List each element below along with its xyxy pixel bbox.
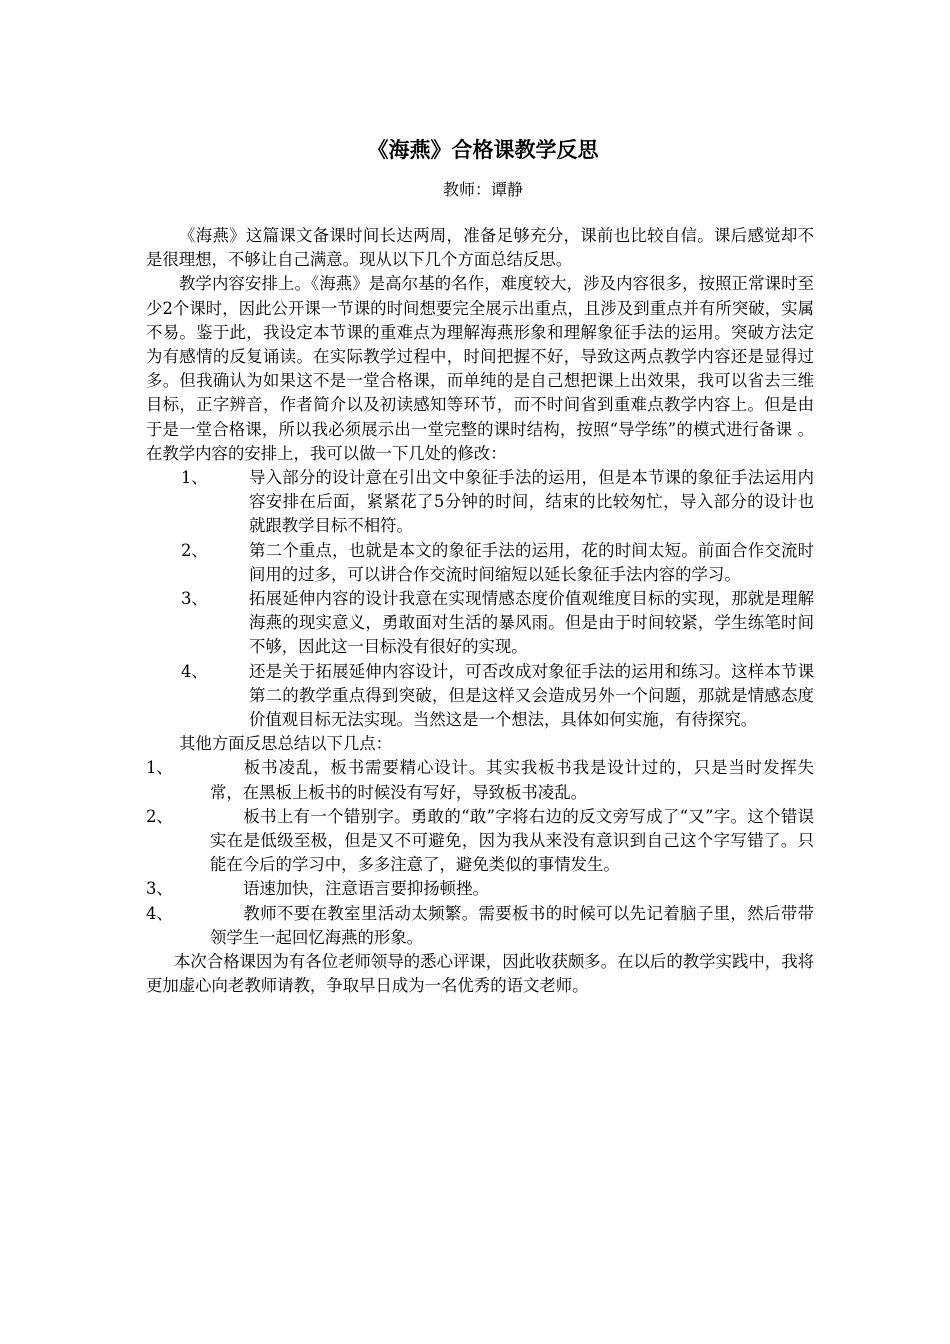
list-item-number: 2、 (181, 540, 208, 560)
list-item-text: 第二个重点，也就是本文的象征手法的运用，花的时间太短。前面合作交流时间用的过多，可以讲合作交流时间缩短以延长象征手法内容的学习。 (249, 540, 814, 584)
list-item-text: 还是关于拓展延伸内容设计，可否改成对象征手法的运用和练习。这样本节课第二的教学重点得到突破，但是这样又会造成另外一个问题，那就是情感态度价值观目标无法实现。当然这是一个想法，具体如何实施，有待探究。 (249, 661, 814, 730)
intro-paragraph: 《海燕》这篇课文备课时间长达两周，准备足够充分，课前也比较自信。课后感觉却不是很理想，不够让自己满意。现从以下几个方面总结反思。 (146, 226, 814, 270)
section-teaching-content: 教学内容安排上。《海燕》是高尔基的名作，难度较大，涉及内容很多，按照正常课时至少2个课时，因此公开课一节课的时间想要完全展示出重点，且涉及到重点并有所突破，实属不易。鉴于此，我设定本节课的重难点为理解海燕形象和理解象征手法的运用。突破方法定为有感情的反复诵读。在实际教学过程中，时间把握不好，导致这两点教学内容还是显得过多。但我确认为如果这不是一堂合格课，而单纯的是自己想把课上出效果，我可以省去三维目标，正字辨音，作者简介以及初读感知等环节，而不时间省到重难点教学内容上。但是由于是一堂合格课，所以我必须展示出一堂完整的课时结构，按照“导学练”的模式进行备课 。在教学内容的安排上，我可以做一下几处的修改： (146, 274, 814, 463)
author-line: 教师：谭静 (442, 180, 523, 199)
other-aspects-list (146, 756, 814, 950)
list-item-number: 4、 (146, 903, 173, 923)
other-aspects-heading: 其他方面反思总结以下几点： (179, 734, 393, 754)
list-item-number: 3、 (146, 879, 173, 899)
document-page (146, 134, 814, 999)
list-item-number: 1、 (181, 468, 208, 488)
list-item-text: 语速加快，注意语言要抑扬顿挫。 (243, 879, 489, 899)
list-item (146, 587, 814, 660)
list-item (146, 756, 814, 804)
revision-list (146, 466, 814, 732)
list-item-text: 教师不要在教室里活动太频繁。需要板书的时候可以先记着脑子里，然后带带领学生一起回忆海燕的形象。 (210, 903, 814, 947)
list-item (146, 539, 814, 587)
list-item (146, 466, 814, 539)
document-body (146, 224, 814, 999)
list-item-number: 2、 (146, 806, 173, 826)
document-title: 《海燕》合格课教学反思 (367, 137, 599, 162)
list-item (146, 877, 814, 901)
list-item-text: 导入部分的设计意在引出文中象征手法的运用，但是本节课的象征手法运用内容安排在后面，紧紧花了5分钟的时间，结束的比较匆忙，导入部分的设计也就跟教学目标不相符。 (249, 468, 814, 536)
list-item-text: 拓展延伸内容的设计我意在实现情感态度价值观维度目标的实现，那就是理解海燕的现实意义，勇敢面对生活的暴风雨。但是由于时间较紧，学生练笔时间不够，因此这一目标没有很好的实现。 (249, 589, 814, 657)
list-item-text: 板书上有一个错别字。勇敢的“敢”字将右边的反文旁写成了“又”字。这个错误实在是低级至极，但是又不可避免，因为我从来没有意识到自己这个字写错了。只能在今后的学习中，多多注意了，避免类似的事情发生。 (210, 806, 814, 875)
list-item-number: 1、 (146, 758, 173, 778)
list-item (146, 902, 814, 950)
list-item (146, 805, 814, 878)
closing-paragraph: 本次合格课因为有各位老师领导的悉心评课，因此收获颇多。在以后的教学实践中，我将更加虚心向老教师请教，争取早日成为一名优秀的语文老师。 (146, 952, 814, 996)
list-item-number: 3、 (181, 589, 208, 609)
list-item (146, 660, 814, 733)
list-item-text: 板书凌乱，板书需要精心设计。其实我板书我是设计过的，只是当时发挥失常，在黑板上板书的时候没有写好，导致板书凌乱。 (210, 758, 814, 802)
list-item-number: 4、 (181, 661, 208, 681)
